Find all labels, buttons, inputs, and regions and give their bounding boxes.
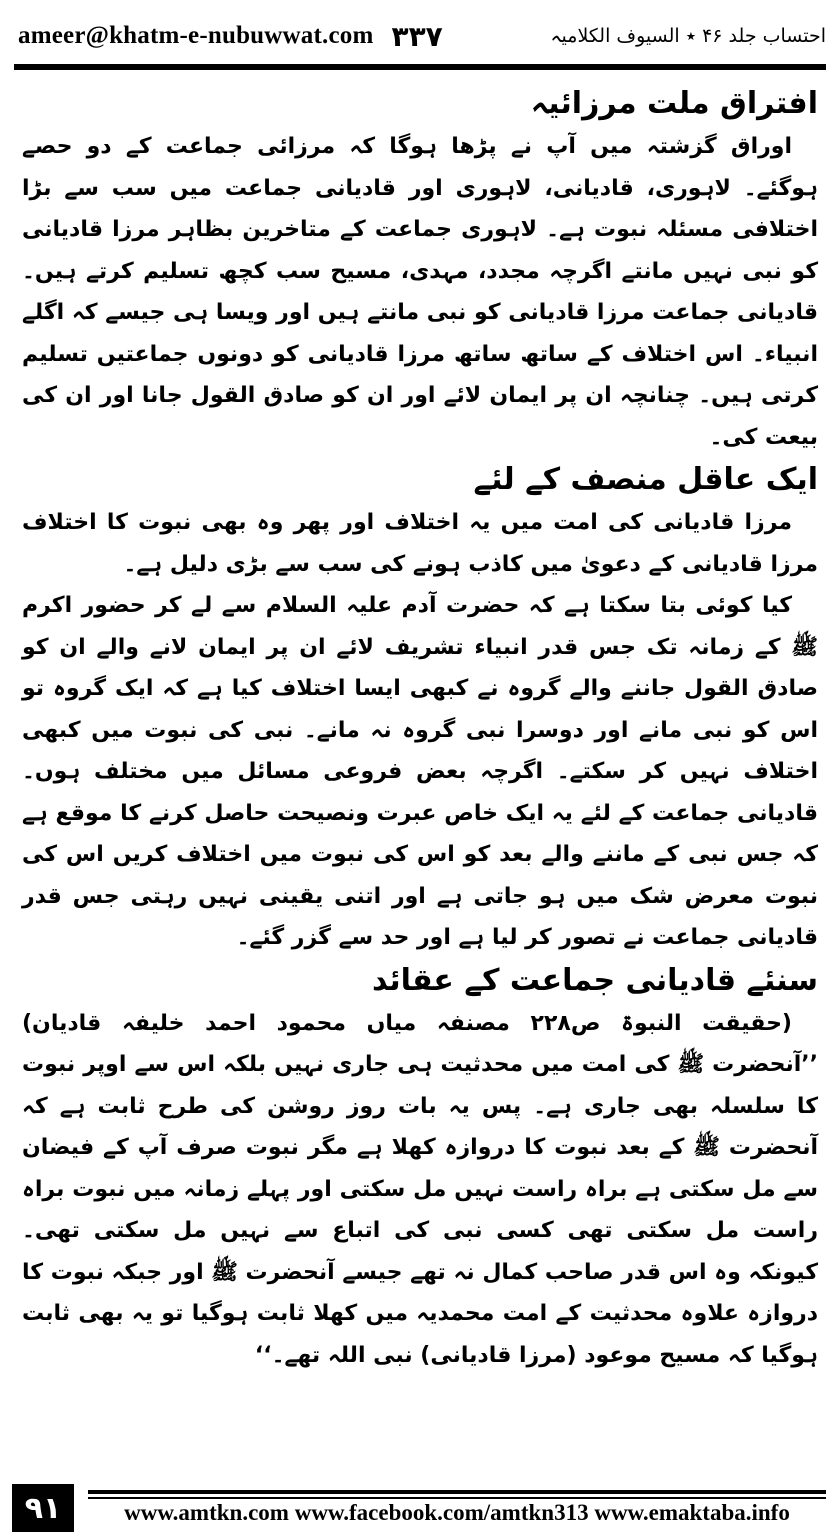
footer-rule-thin <box>88 1497 826 1499</box>
section-heading: ایک عاقل منصف کے لئے <box>473 462 818 497</box>
footer-links: www.amtkn.com www.facebook.com/amtkn313 www.emaktaba.info <box>124 1500 790 1525</box>
page-body <box>22 82 818 1376</box>
header-rule <box>14 64 826 70</box>
footer-page-number: ۹۱ <box>12 1484 74 1532</box>
paragraph: اوراق گزشتہ میں آپ نے پڑھا ہوگا کہ مرزائی جماعت کے دو حصے ہوگئے۔ لاہوری، قادیانی، لاہوری اور قادیانی جماعت میں سب سے بڑا اختلافی مسئلہ نبوت ہے۔ لاہوری جماعت کے متاخرین بظاہر مرزا قادیانی کو نبی نہیں مانتے اگرچہ مجدد، مہدی، مسیح سب کچھ تسلیم کرتے ہیں۔ قادیانی جماعت مرزا قادیانی کو نبی مانتے ہیں اور ویسا ہی جیسے کہ اگلے انبیاء۔ اس اختلاف کے ساتھ ساتھ مرزا قادیانی کو دونوں جماعتیں تسلیم کرتی ہیں۔ چنانچہ ان پر ایمان لائے اور ان کو صادق القول جانا اور ان کی بیعت کی۔ <box>22 134 818 450</box>
header-email: ameer@khatm-e-nubuwwat.com <box>18 22 374 49</box>
book-title: احتساب جلد ۴۶ ٭ السیوف الکلامیہ <box>550 25 826 47</box>
section-heading: افتراق ملت مرزائیہ <box>530 86 818 121</box>
paragraph: کیا کوئی بتا سکتا ہے کہ حضرت آدم علیہ السلام سے لے کر حضور اکرم ﷺ کے زمانہ تک جس قدر انبیاء تشریف لائے ان پر ایمان لانے والے ان کو صادق القول جاننے والے گروہ نے کبھی ایسا اختلاف کیا ہے کہ ایک گروہ تو اس کو نبی مانے اور دوسرا نبی گروہ نہ مانے۔ نبی کی نبوت میں کبھی اختلاف نہیں کر سکتے۔ اگرچہ بعض فروعی مسائل میں مختلف ہوں۔ قادیانی جماعت کے لئے یہ ایک خاص عبرت ونصیحت حاصل کرنے کا موقع ہے کہ جس نبی کے ماننے والے بعد کو اس کی نبوت میں اختلاف کریں اس کی نبوت معرض شک میں ہو جاتی ہے اور اتنی یقینی نہیں رہتی جس قدر قادیانی جماعت نے تصور کر لیا ہے اور حد سے گزر گئے۔ <box>22 593 818 950</box>
paragraph: (حقیقت النبوۃ ص۲۲۸ مصنفہ میاں محمود احمد خلیفہ قادیان) ’’آنحضرت ﷺ کی امت میں محدثیت ہی جاری نہیں بلکہ اس سے اوپر نبوت کا سلسلہ بھی جاری ہے۔ پس یہ بات روز روشن کی طرح ثابت ہے کہ آنحضرت ﷺ کے بعد نبوت کا دروازہ کھلا ہے مگر نبوت صرف آپ کے فیضان سے مل سکتی ہے براہ راست نہیں مل سکتی اور پہلے زمانہ میں نبوت براہ راست مل سکتی تھی کسی نبی کی اتباع سے نہیں مل سکتی تھی۔ کیونکہ وہ اس قدر صاحب کمال نہ تھے جیسے آنحضرت ﷺ اور جبکہ نبوت کا دروازہ علاوہ محدثیت کے امت محمدیہ میں کھلا ثابت ہوگیا تو یہ بھی ثابت ہوگیا کہ مسیح موعود (مرزا قادیانی) نبی اللہ تھے۔‘‘ <box>22 1010 818 1368</box>
page-footer <box>12 1484 826 1532</box>
header-page-number: ۳۳۷ <box>391 19 443 53</box>
footer-rule <box>88 1490 826 1494</box>
paragraph: مرزا قادیانی کی امت میں یہ اختلاف اور پھر وہ بھی نبوت کا اختلاف مرزا قادیانی کے دعویٰ میں کاذب ہونے کی سب سے بڑی دلیل ہے۔ <box>22 510 818 577</box>
page-header <box>18 12 826 60</box>
header-left <box>18 20 443 53</box>
section-heading: سنئے قادیانی جماعت کے عقائد <box>371 962 818 998</box>
